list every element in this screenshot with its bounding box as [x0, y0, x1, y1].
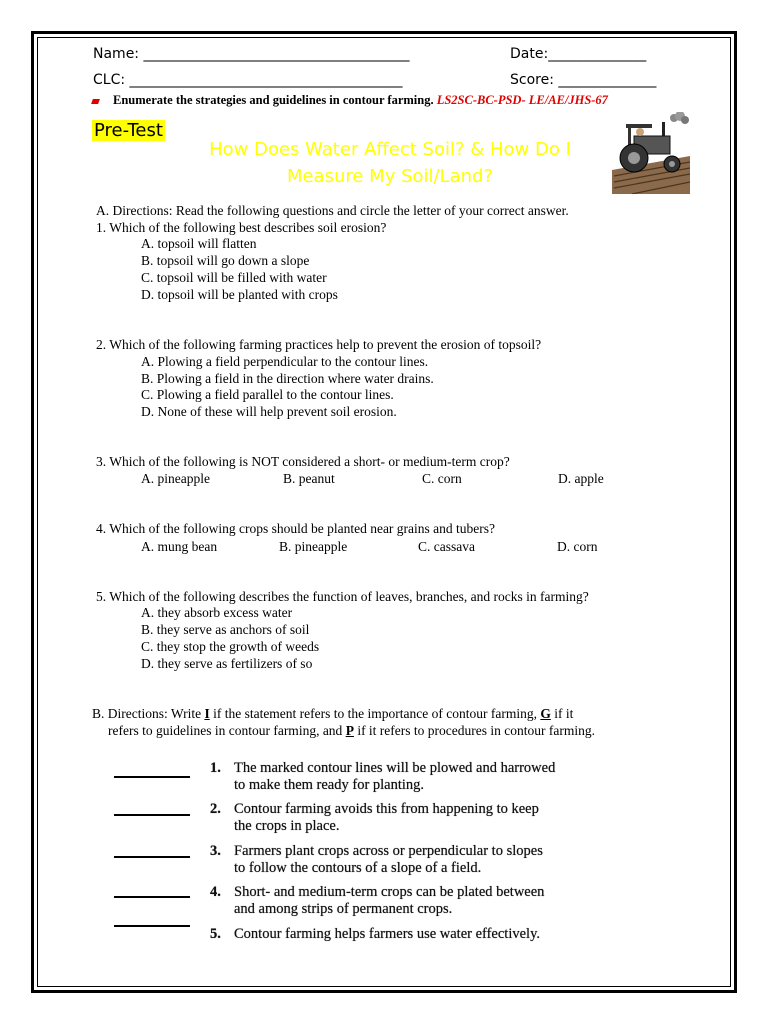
answer-blank-3[interactable] — [114, 856, 190, 858]
name-label: Name: — [93, 46, 144, 62]
answer-blank-1[interactable] — [114, 776, 190, 778]
q1-choice-a[interactable]: A. topsoil will flatten — [141, 236, 257, 251]
name-field — [93, 46, 409, 62]
question-1: 1. Which of the following best describes soil erosion? — [96, 220, 387, 235]
q3-choice-c[interactable]: C. corn — [422, 471, 462, 486]
part-b-directions-line-1: B. Directions: Write I if the statement refers to the importance of contour farming, G if it — [92, 706, 574, 721]
q1-choice-c[interactable]: C. topsoil will be filled with water — [141, 270, 327, 285]
part-a-directions: A. Directions: Read the following questions and circle the letter of your correct answer. — [96, 203, 569, 218]
clc-label: CLC: — [93, 72, 130, 88]
pretest-label: Pre-Test — [94, 120, 163, 141]
q4-choice-c[interactable]: C. cassava — [418, 539, 475, 554]
statement-1: 1. The marked contour lines will be plowed and harrowed to make them ready for planting. — [210, 760, 556, 793]
name-blank[interactable]: ______________________________________ — [143, 46, 410, 62]
date-label: Date: — [510, 46, 549, 62]
worksheet-title — [150, 136, 630, 190]
q2-choice-d[interactable]: D. None of these will help prevent soil erosion. — [141, 404, 397, 419]
q2-choice-c[interactable]: C. Plowing a field parallel to the contour lines. — [141, 387, 394, 402]
answer-blank-2[interactable] — [114, 814, 190, 816]
question-4: 4. Which of the following crops should be planted near grains and tubers? — [96, 521, 496, 536]
score-blank[interactable]: ______________ — [558, 72, 657, 88]
date-blank[interactable]: ______________ — [548, 46, 647, 62]
q3-choice-b[interactable]: B. peanut — [283, 471, 335, 486]
clc-blank[interactable]: _______________________________________ — [129, 72, 403, 88]
q4-choice-b[interactable]: B. pineapple — [279, 539, 348, 554]
q3-choice-d[interactable]: D. apple — [558, 471, 604, 486]
objective-text: Enumerate the strategies and guidelines in contour farming. — [113, 93, 434, 107]
q2-choice-a[interactable]: A. Plowing a field perpendicular to the contour lines. — [141, 354, 429, 369]
score-label: Score: — [510, 72, 559, 88]
title-line-2: Measure My Soil/Land? — [286, 166, 494, 187]
q3-choice-a[interactable]: A. pineapple — [141, 471, 210, 486]
date-field — [510, 46, 646, 62]
statement-2: 2. Contour farming avoids this from happening to keep the crops in place. — [210, 801, 539, 834]
letter-p: P — [345, 723, 354, 738]
q5-choice-a[interactable]: A. they absorb excess water — [141, 605, 293, 620]
answer-blank-5[interactable] — [114, 925, 190, 927]
title-line-1: How Does Water Affect Soil? & How Do I — [209, 139, 571, 160]
question-5: 5. Which of the following describes the function of leaves, branches, and rocks in farming? — [96, 589, 589, 604]
answer-blank-4[interactable] — [114, 896, 190, 898]
letter-g: G — [540, 706, 551, 721]
competency-code: LS2SC-BC-PSD- LE/AE/JHS-67 — [436, 93, 608, 107]
q5-choice-d[interactable]: D. they serve as fertilizers of so — [141, 656, 313, 671]
q1-choice-b[interactable]: B. topsoil will go down a slope — [141, 253, 310, 268]
statement-3: 3. Farmers plant crops across or perpendicular to slopes to follow the contours of a slope of a field. — [210, 843, 543, 876]
learning-objective — [92, 93, 608, 108]
statement-5: 5. Contour farming helps farmers use water effectively. — [210, 926, 541, 942]
q4-choice-a[interactable]: A. mung bean — [141, 539, 218, 554]
q4-choice-d[interactable]: D. corn — [557, 539, 598, 554]
part-b-directions-line-2: refers to guidelines in contour farming, and P if it refers to procedures in contour farming. — [108, 723, 595, 738]
clc-field — [93, 72, 403, 88]
q5-choice-b[interactable]: B. they serve as anchors of soil — [141, 622, 310, 637]
statement-4: 4. Short- and medium-term crops can be plated between and among strips of permanent crops. — [210, 884, 545, 917]
q2-choice-b[interactable]: B. Plowing a field in the direction where water drains. — [141, 371, 434, 386]
question-2: 2. Which of the following farming practices help to prevent the erosion of topsoil? — [96, 337, 542, 352]
score-field — [510, 72, 656, 88]
bullet-icon — [91, 99, 100, 104]
letter-i: I — [204, 706, 210, 721]
question-3: 3. Which of the following is NOT considered a short- or medium-term crop? — [96, 454, 510, 469]
tractor-illustration — [612, 112, 690, 194]
q5-choice-c[interactable]: C. they stop the growth of weeds — [141, 639, 320, 654]
q1-choice-d[interactable]: D. topsoil will be planted with crops — [141, 287, 338, 302]
